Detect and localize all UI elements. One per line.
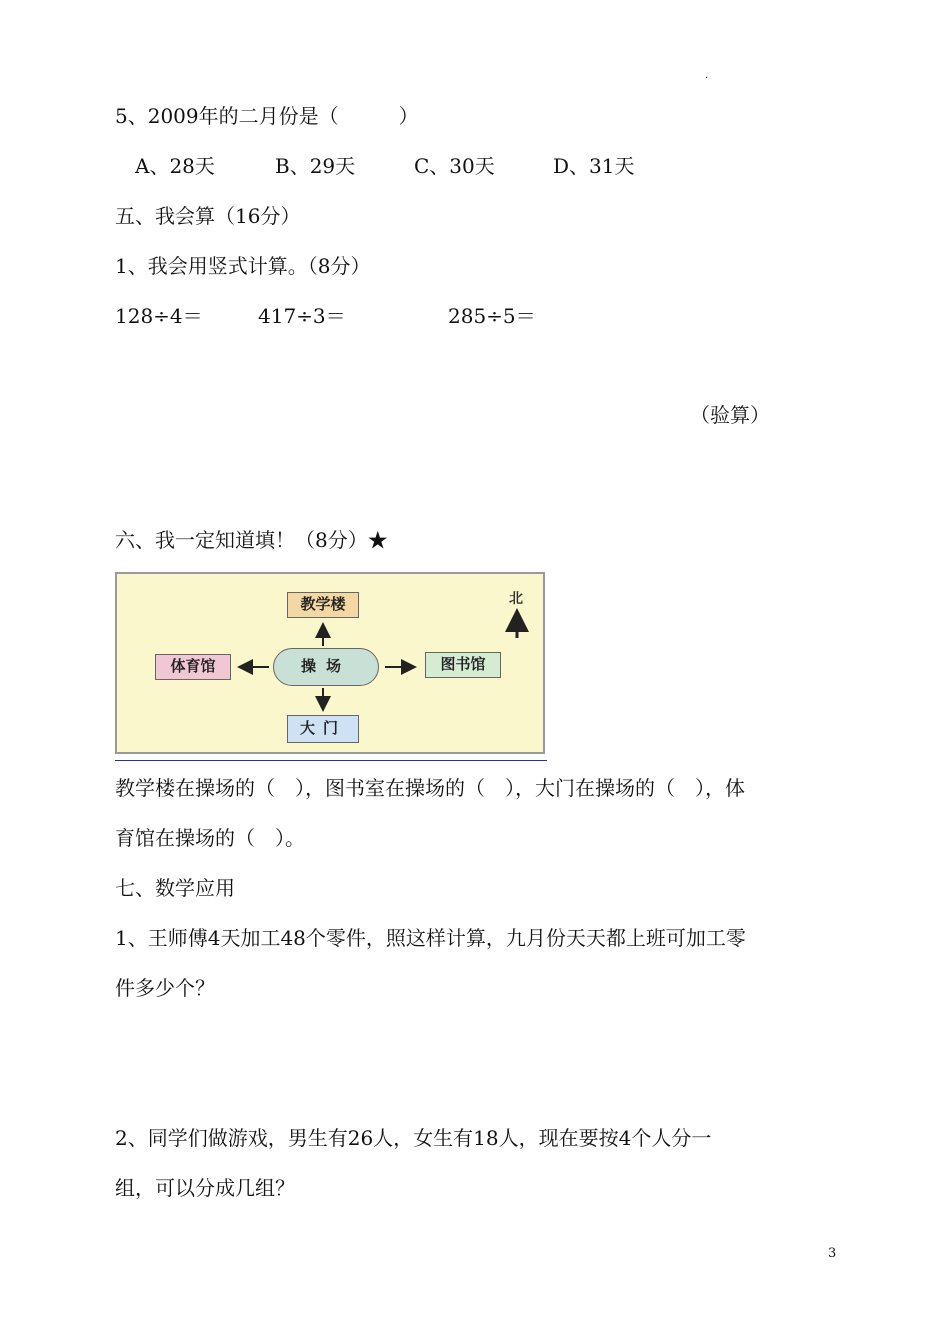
calc-problem-2: 417÷3＝ <box>258 304 346 328</box>
map-library: 图书馆 <box>425 652 501 678</box>
q5-option-c: C、30天 <box>414 154 495 178</box>
section6-title: 六、我一定知道填！（8分）★ <box>115 528 388 552</box>
section5-sub1: 1、我会用竖式计算。（8分） <box>115 254 371 278</box>
q5-option-d: D、31天 <box>553 154 635 178</box>
app-q1-line1: 1、王师傅4天加工48个零件，照这样计算，九月份天天都上班可加工零 <box>115 926 746 950</box>
check-label: （验算） <box>690 403 770 427</box>
app-q1-line2: 件多少个？ <box>115 976 215 1000</box>
map-gate: 大门 <box>287 715 359 743</box>
section5-title: 五、我会算（16分） <box>115 204 301 228</box>
map-underline <box>115 760 547 761</box>
north-label: 北 <box>509 591 523 607</box>
calc-problem-1: 128÷4＝ <box>115 304 203 328</box>
fill-line-1: 教学楼在操场的（ ），图书室在操场的（ ），大门在操场的（ ），体 <box>115 776 745 800</box>
page-number: 3 <box>828 1246 837 1261</box>
q5-option-b: B、29天 <box>275 154 356 178</box>
map-playground: 操场 <box>273 648 379 686</box>
map-teaching-building: 教学楼 <box>287 592 359 618</box>
section7-title: 七、数学应用 <box>115 876 235 900</box>
fill-line-2: 育馆在操场的（ ）。 <box>115 826 305 850</box>
q5-option-a: A、28天 <box>135 154 215 178</box>
q5-question: 5、2009年的二月份是（ ） <box>115 104 419 128</box>
calc-problem-3: 285÷5＝ <box>448 304 536 328</box>
app-q2-line1: 2、同学们做游戏，男生有26人，女生有18人，现在要按4个人分一 <box>115 1126 712 1150</box>
campus-map <box>115 572 545 754</box>
top-dot-mark: . <box>705 70 709 81</box>
app-q2-line2: 组，可以分成几组？ <box>115 1176 295 1200</box>
map-gym: 体育馆 <box>155 654 231 680</box>
